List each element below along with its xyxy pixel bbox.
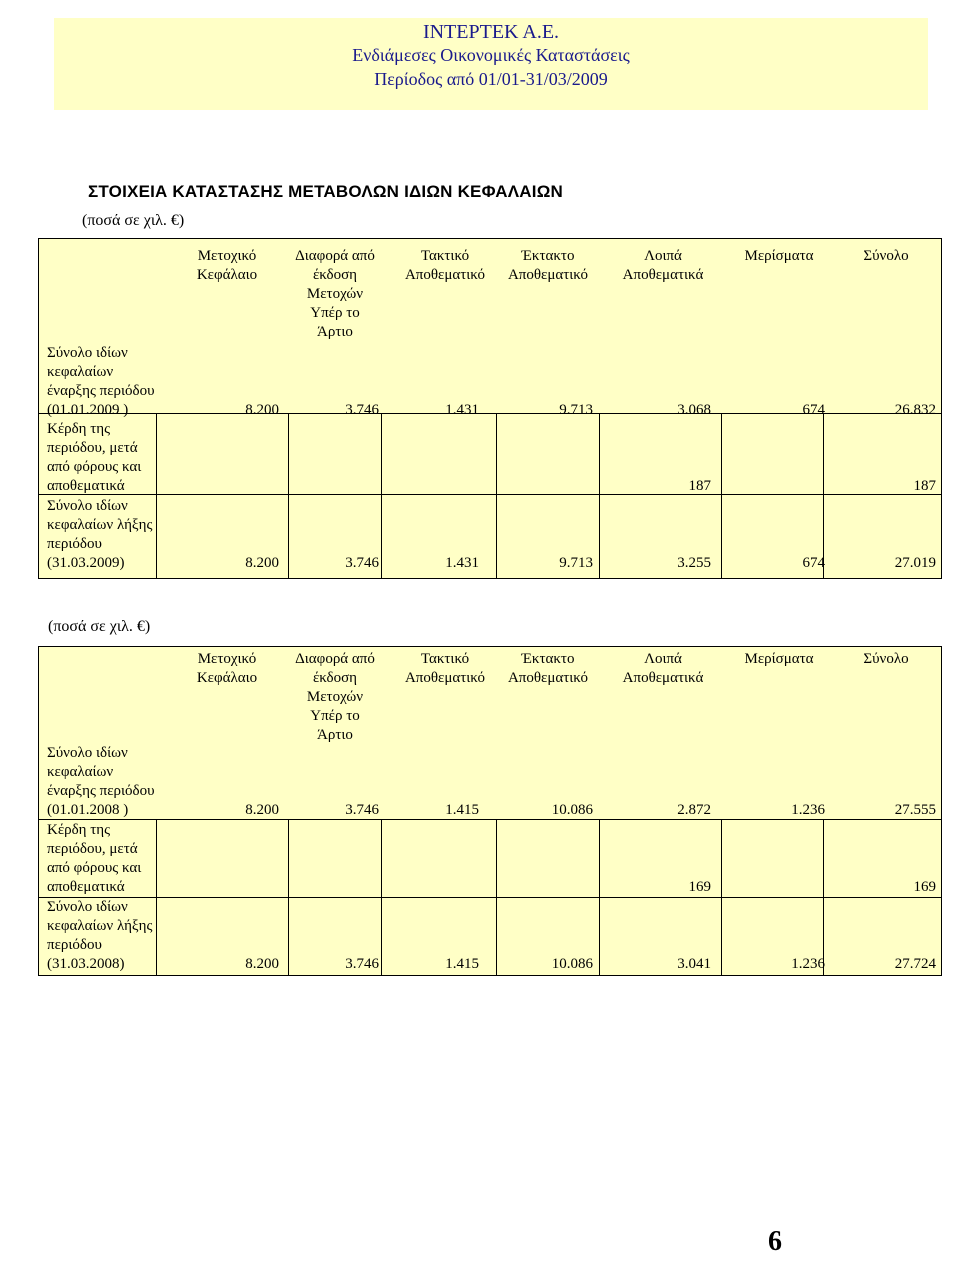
table-cell: 3.746: [345, 402, 379, 418]
table-cell: 27.724: [894, 956, 936, 972]
column-header-line: έκδοση: [312, 670, 358, 686]
column-header-line: Μετοχών: [306, 689, 364, 705]
column-header: [167, 650, 287, 688]
column-header-line: Μετοχικό: [197, 651, 257, 667]
document-header: [54, 18, 928, 110]
table-column-divider: [381, 413, 382, 578]
column-header-line: Διαφορά από: [295, 248, 375, 264]
column-header-line: Άρτιο: [317, 727, 353, 743]
row-label-line: Κέρδη της: [47, 421, 111, 437]
column-header-line: Κεφάλαιο: [196, 267, 258, 283]
column-header-line: Αποθεματικό: [507, 670, 589, 686]
page-number: 6: [768, 1226, 782, 1257]
row-label-line: (01.01.2009 ): [47, 402, 129, 418]
column-header-line: Λοιπά: [644, 651, 682, 667]
table-column-divider: [599, 413, 600, 578]
table-cell: 1.236: [791, 802, 825, 818]
table-cell: 169: [913, 879, 936, 895]
row-label-line: περιόδου, μετά: [47, 841, 138, 857]
table-cell: 27.019: [894, 555, 936, 571]
column-header-line: Αποθεματικά: [622, 670, 704, 686]
column-header-line: Σύνολο: [863, 651, 909, 667]
column-header: [603, 247, 723, 285]
table-cell: 3.255: [677, 555, 711, 571]
row-label-line: Σύνολο ιδίων: [47, 498, 128, 514]
equity-table-2008: [38, 646, 942, 976]
row-label-line: αποθεματικά: [47, 478, 125, 494]
column-header-line: Άρτιο: [317, 324, 353, 340]
table-row-divider: [39, 494, 941, 495]
row-label: [47, 744, 155, 820]
column-header-line: Αποθεματικά: [622, 267, 704, 283]
section-title: ΣΤΟΙΧΕΙΑ ΚΑΤΑΣΤΑΣΗΣ ΜΕΤΑΒΟΛΩΝ ΙΔΙΩΝ ΚΕΦΑΛΑΙΩΝ: [88, 182, 564, 201]
table-cell: 187: [913, 478, 936, 494]
column-header-line: Κεφάλαιο: [196, 670, 258, 686]
column-header: [385, 650, 505, 688]
report-period: Περίοδος από 01/01-31/03/2009: [374, 69, 608, 89]
column-header-line: Υπέρ το: [310, 305, 360, 321]
table-cell: 26.832: [894, 402, 936, 418]
row-label: [47, 898, 152, 974]
table-cell: 674: [802, 402, 825, 418]
row-label: [47, 420, 141, 496]
column-header-line: Υπέρ το: [310, 708, 360, 724]
table-cell: 187: [688, 478, 711, 494]
column-header: [167, 247, 287, 285]
table-cell: 3.746: [345, 956, 379, 972]
table-cell: 3.746: [345, 555, 379, 571]
column-header: [275, 247, 395, 342]
table-column-divider: [156, 413, 157, 578]
row-label-line: Κέρδη της: [47, 822, 111, 838]
column-header-line: Τακτικό: [420, 248, 470, 264]
table-cell: 27.555: [894, 802, 936, 818]
table-cell: 1.431: [445, 555, 479, 571]
column-header-line: Αποθεματικό: [507, 267, 589, 283]
table-cell: 9.713: [559, 402, 593, 418]
column-header-line: Έκτακτο: [521, 651, 575, 667]
table-cell: 674: [802, 555, 825, 571]
column-header: [488, 650, 608, 688]
table-cell: 1.415: [445, 802, 479, 818]
row-label: [47, 497, 152, 573]
row-label-line: Σύνολο ιδίων: [47, 345, 128, 361]
row-label-line: έναρξης περιόδου: [47, 783, 155, 799]
column-header-line: έκδοση: [312, 267, 358, 283]
table-cell: 8.200: [245, 555, 279, 571]
row-label-line: περιόδου: [47, 536, 102, 552]
row-label-line: αποθεματικά: [47, 879, 125, 895]
table-row-divider: [39, 897, 941, 898]
row-label-line: περιόδου, μετά: [47, 440, 138, 456]
column-header: [826, 247, 946, 266]
company-name: ΙΝΤΕΡΤΕΚ Α.Ε.: [422, 21, 560, 43]
row-label-line: από φόρους και: [47, 860, 142, 876]
row-label-line: από φόρους και: [47, 459, 142, 475]
column-header-line: Μερίσματα: [744, 651, 814, 667]
column-header-line: Διαφορά από: [295, 651, 375, 667]
row-label-line: Σύνολο ιδίων: [47, 745, 128, 761]
column-header-line: Μερίσματα: [744, 248, 814, 264]
table-column-divider: [721, 413, 722, 578]
column-header: [719, 650, 839, 669]
table-cell: 3.746: [345, 802, 379, 818]
row-label-line: κεφαλαίων: [47, 764, 114, 780]
column-header: [826, 650, 946, 669]
table-cell: 1.415: [445, 956, 479, 972]
row-label-line: κεφαλαίων: [47, 364, 114, 380]
unit-label-2009: (ποσά σε χιλ. €): [82, 212, 185, 229]
row-label-line: (31.03.2009): [47, 555, 125, 571]
table-cell: 3.068: [677, 402, 711, 418]
table-column-divider: [496, 413, 497, 578]
table-cell: 8.200: [245, 956, 279, 972]
row-label-line: Σύνολο ιδίων: [47, 899, 128, 915]
column-header: [275, 650, 395, 745]
column-header: [488, 247, 608, 285]
table-cell: 1.236: [791, 956, 825, 972]
table-row-divider: [39, 819, 941, 820]
column-header-line: Αποθεματικό: [404, 267, 486, 283]
table-row-divider: [39, 413, 941, 414]
column-header-line: Τακτικό: [420, 651, 470, 667]
column-header-line: Μετοχών: [306, 286, 364, 302]
column-header-line: Σύνολο: [863, 248, 909, 264]
table-cell: 1.431: [445, 402, 479, 418]
unit-label-2008: (ποσά σε χιλ. €): [48, 618, 151, 635]
table-cell: 2.872: [677, 802, 711, 818]
row-label-line: κεφαλαίων λήξης: [47, 918, 153, 934]
row-label-line: (01.01.2008 ): [47, 802, 129, 818]
table-cell: 10.086: [551, 956, 593, 972]
table-cell: 8.200: [245, 402, 279, 418]
column-header: [603, 650, 723, 688]
equity-table-2009: [38, 238, 942, 579]
table-cell: 169: [688, 879, 711, 895]
table-cell: 9.713: [559, 555, 593, 571]
column-header: [719, 247, 839, 266]
row-label-line: (31.03.2008): [47, 956, 125, 972]
column-header-line: Λοιπά: [644, 248, 682, 264]
row-label-line: περιόδου: [47, 937, 102, 953]
column-header-line: Έκτακτο: [521, 248, 575, 264]
column-header: [385, 247, 505, 285]
report-subtitle: Ενδιάμεσες Οικονομικές Καταστάσεις: [352, 45, 630, 65]
table-cell: 8.200: [245, 802, 279, 818]
row-label-line: κεφαλαίων λήξης: [47, 517, 153, 533]
table-cell: 10.086: [551, 802, 593, 818]
table-cell: 3.041: [677, 956, 711, 972]
row-label: [47, 821, 141, 897]
row-label-line: έναρξης περιόδου: [47, 383, 155, 399]
column-header-line: Μετοχικό: [197, 248, 257, 264]
column-header-line: Αποθεματικό: [404, 670, 486, 686]
row-label: [47, 344, 155, 420]
